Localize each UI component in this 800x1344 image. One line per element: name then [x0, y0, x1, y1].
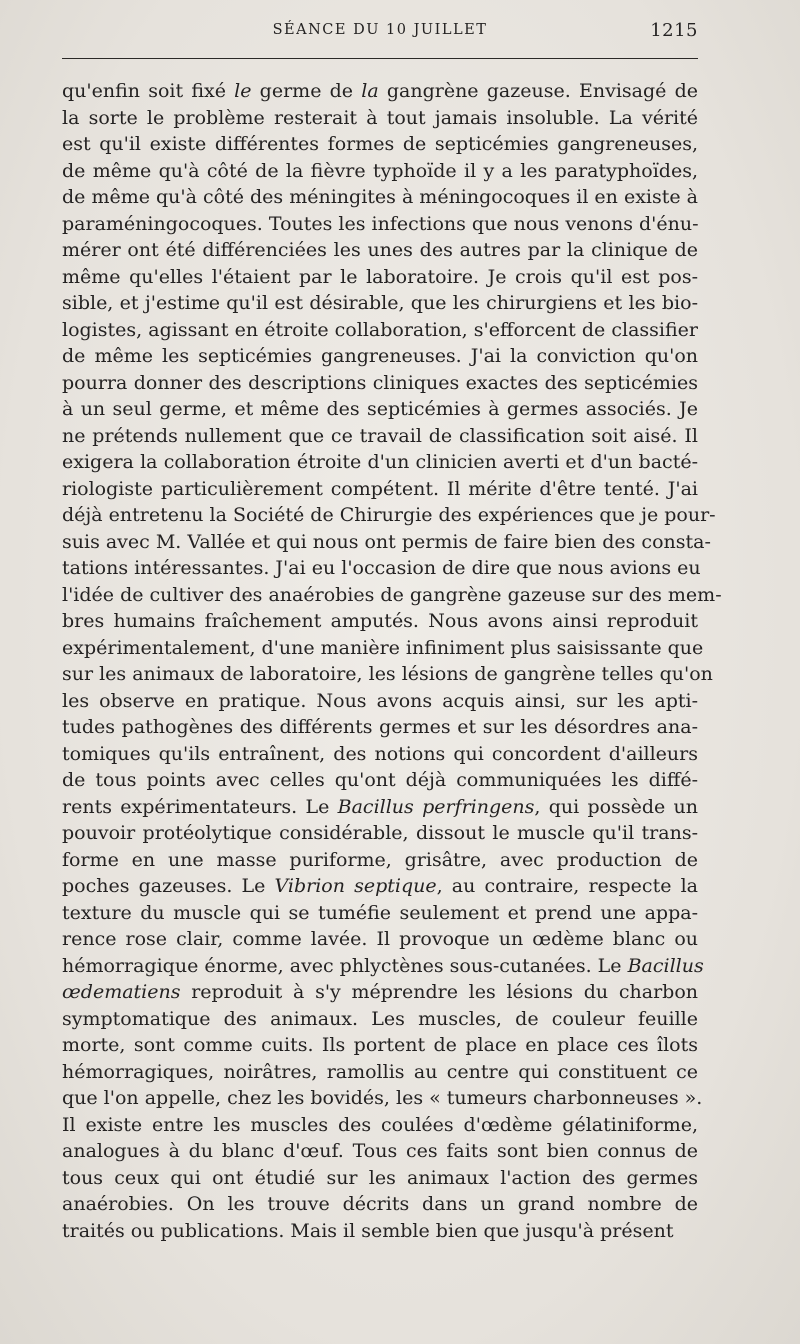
text-line [62, 608, 698, 635]
text-segment: expérimentalement, d'une manière infiniment plus saisissante que [62, 636, 704, 659]
text-line [62, 979, 698, 1006]
text-segment: morte, sont comme cuits. Ils portent de place en place ces îlots [62, 1034, 698, 1056]
text-segment: à un seul germe, et même des septicémies à germes associés. Je [62, 398, 698, 420]
text-line [62, 1191, 698, 1218]
text-segment: texture du muscle qui se tuméfie seulement et prend une appa- [62, 901, 698, 924]
text-line [62, 290, 698, 317]
text-line [62, 1165, 698, 1192]
text-line [62, 820, 698, 847]
text-segment: , au contraire, respecte la [436, 875, 698, 897]
text-segment: tomiques qu'ils entraînent, des notions qui concordent d'ailleurs [62, 742, 698, 765]
italic-text: Vibrion septique [274, 875, 437, 897]
text-segment: de même qu'à côté des méningites à méningocoques il en existe à [62, 186, 698, 208]
text-segment: anaérobies. On les trouve décrits dans un grand nombre de [62, 1193, 698, 1215]
text-segment: ne prétends nullement que ce travail de classification soit aisé. Il [62, 424, 698, 447]
text-segment: sible, et j'estime qu'il est désirable, que les chirurgiens et les bio- [62, 292, 698, 314]
text-line [62, 582, 722, 609]
text-segment: paraméningocoques. Toutes les infections que nous venons d'énu- [62, 212, 699, 235]
text-line [62, 1085, 703, 1112]
text-line [62, 714, 698, 741]
text-segment: qu'enfin soit fixé [62, 80, 235, 102]
text-line [62, 105, 698, 132]
text-segment: exigera la collaboration étroite d'un clinicien averti et d'un bacté- [62, 451, 698, 473]
text-segment: , qui possède un [534, 795, 698, 818]
italic-text: œdematiens [62, 981, 181, 1003]
header-rule [62, 58, 698, 59]
page-number: 1215 [650, 20, 698, 41]
italic-text: la [361, 80, 379, 102]
text-line [62, 476, 698, 503]
text-line [62, 317, 698, 344]
text-line [62, 1138, 698, 1165]
text-segment: tous ceux qui ont étudié sur les animaux l'action des germes [62, 1166, 698, 1189]
text-line [62, 900, 698, 927]
text-line [62, 741, 698, 768]
text-line [62, 767, 698, 794]
text-segment: de même les septicémies gangreneuses. J'ai la conviction qu'on [62, 345, 698, 367]
text-line [62, 635, 704, 662]
text-line [62, 131, 698, 158]
text-line [62, 1006, 698, 1033]
italic-text: Bacillus perfringens [337, 795, 535, 818]
text-segment: sur les animaux de laboratoire, les lésions de gangrène telles qu'on [62, 663, 713, 685]
text-line [62, 237, 698, 264]
text-segment: riologiste particulièrement compétent. Il mérite d'être tenté. J'ai [62, 477, 698, 500]
text-segment: Il existe entre les muscles des coulées d'œdème gélatiniforme, [62, 1113, 698, 1136]
text-line [62, 661, 713, 688]
text-segment: germe de [251, 80, 362, 102]
text-line [62, 264, 698, 291]
italic-text: le [234, 80, 252, 102]
text-line [62, 555, 701, 582]
text-line [62, 423, 698, 450]
text-line [62, 1112, 698, 1139]
text-line [62, 873, 698, 900]
text-segment: est qu'il existe différentes formes de septicémies gangreneuses, [62, 133, 698, 155]
text-segment: les observe en pratique. Nous avons acquis ainsi, sur les apti- [62, 689, 698, 712]
text-segment: pouvoir protéolytique considérable, dissout le muscle qu'il trans- [62, 822, 698, 844]
text-segment: déjà entretenu la Société de Chirurgie des expériences que je pour- [62, 504, 716, 526]
text-segment: que l'on appelle, chez les bovidés, les « tumeurs charbonneuses ». [62, 1087, 703, 1109]
text-segment: gangrène gazeuse. Envisagé de [378, 80, 698, 102]
text-segment: analogues à du blanc d'œuf. Tous ces faits sont bien connus de [62, 1140, 698, 1162]
text-line [62, 1059, 698, 1086]
body-text [62, 78, 722, 1244]
text-segment: mérer ont été différenciées les unes des autres par la clinique de [62, 239, 698, 261]
text-segment: l'idée de cultiver des anaérobies de gangrène gazeuse sur des mem- [62, 583, 722, 606]
text-segment: même qu'elles l'étaient par le laboratoire. Je crois qu'il est pos- [62, 265, 698, 288]
text-segment: logistes, agissant en étroite collaboration, s'efforcent de classifier [62, 318, 698, 341]
text-line [62, 688, 698, 715]
text-line [62, 953, 704, 980]
text-segment: bres humains fraîchement amputés. Nous avons ainsi reproduit [62, 610, 698, 632]
text-line [62, 1032, 698, 1059]
text-segment: rents expérimentateurs. Le [62, 795, 338, 818]
text-line [62, 502, 716, 529]
page-header [62, 18, 698, 46]
text-segment: de tous points avec celles qu'ont déjà communiquées les diffé- [62, 769, 698, 791]
text-line [62, 926, 698, 953]
italic-text: Bacillus [627, 954, 704, 977]
text-line [62, 184, 698, 211]
text-segment: la sorte le problème resterait à tout jamais insoluble. La vérité [62, 106, 698, 129]
text-line [62, 794, 698, 821]
text-segment: de même qu'à côté de la fièvre typhoïde il y a les paratyphoïdes, [62, 159, 698, 182]
text-line [62, 449, 698, 476]
text-segment: hémorragiques, noirâtres, ramollis au centre qui constituent ce [62, 1060, 698, 1083]
text-segment: tations intéressantes. J'ai eu l'occasion de dire que nous avions eu [62, 557, 701, 579]
text-segment: rence rose clair, comme lavée. Il provoque un œdème blanc ou [62, 928, 698, 950]
text-line [62, 1218, 698, 1245]
text-segment: forme en une masse puriforme, grisâtre, avec production de [62, 848, 698, 871]
text-segment: reproduit à s'y méprendre les lésions du charbon [180, 981, 698, 1003]
text-line [62, 529, 711, 556]
text-segment: traités ou publications. Mais il semble bien que jusqu'à présent [62, 1219, 674, 1242]
text-line [62, 396, 698, 423]
text-line [62, 343, 698, 370]
text-line [62, 370, 698, 397]
text-segment: hémorragique énorme, avec phlyctènes sous-cutanées. Le [62, 954, 628, 977]
text-segment: pourra donner des descriptions cliniques exactes des septicémies [62, 371, 698, 394]
running-title: SÉANCE DU 10 JUILLET [272, 22, 488, 38]
text-segment: poches gazeuses. Le [62, 875, 275, 897]
text-segment: symptomatique des animaux. Les muscles, de couleur feuille [62, 1007, 698, 1030]
text-segment: tudes pathogènes des différents germes et sur les désordres ana- [62, 716, 698, 738]
text-line [62, 78, 698, 105]
text-segment: suis avec M. Vallée et qui nous ont permis de faire bien des consta- [62, 530, 711, 553]
text-line [62, 158, 698, 185]
text-line [62, 211, 698, 238]
text-line [62, 847, 698, 874]
